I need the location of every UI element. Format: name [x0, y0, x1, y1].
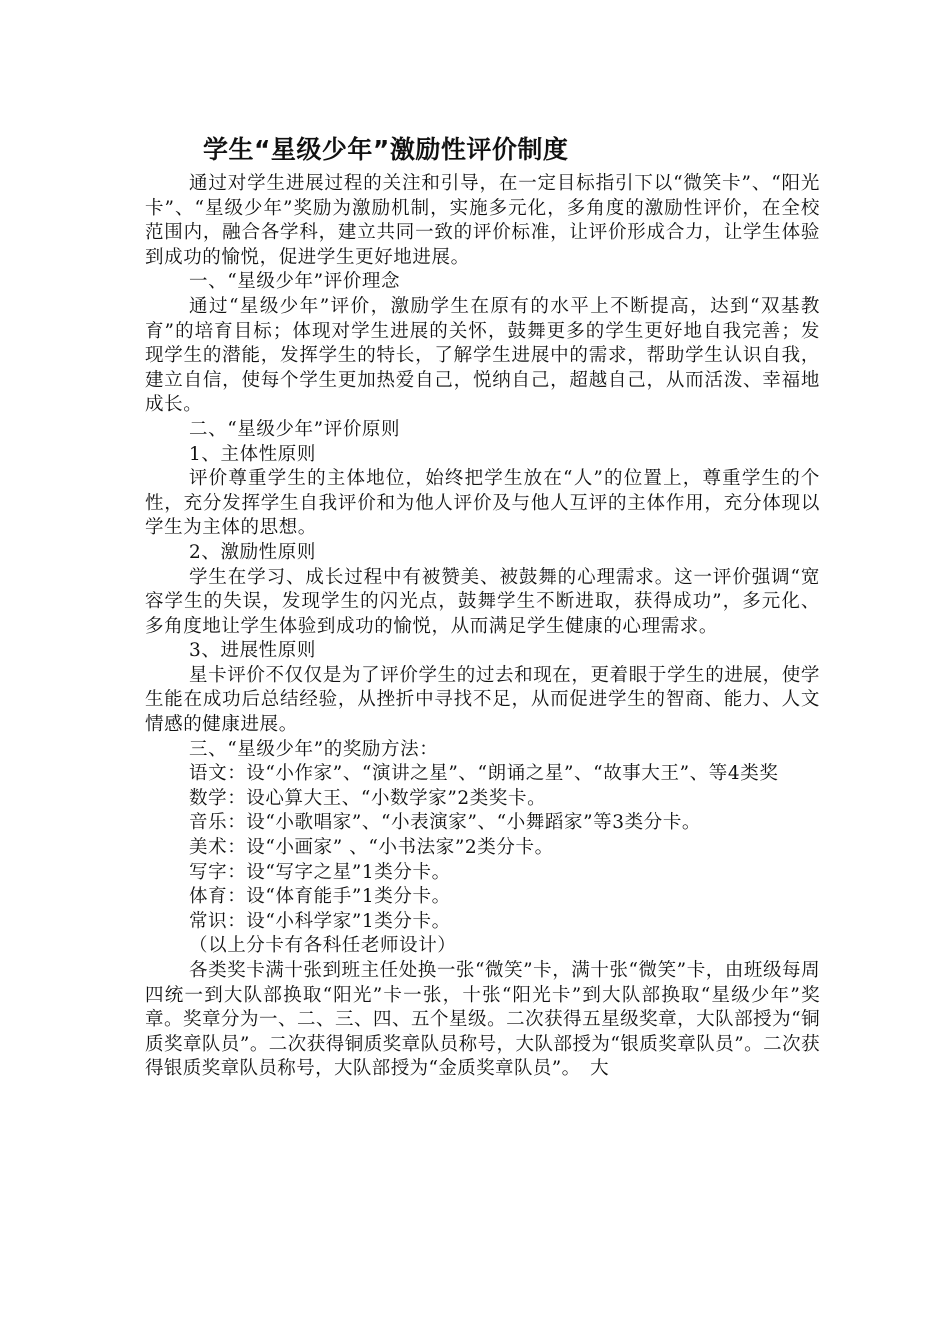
subheading-1: 1、主体性原则	[189, 443, 316, 465]
document-page	[145, 132, 820, 1082]
paragraph-incentive: 学生在学习、成长过程中有被赞美、被鼓舞的心理需求。这一评价强调“宽容学生的失误，发现学生的闪光点，鼓舞学生不断进取，获得成功”，多元化、多角度地让学生体验到成功的愉悦，从而满足学生健康的心理需求。	[145, 566, 820, 637]
section-heading-3: 三、“星级少年”的奖励方法：	[189, 738, 439, 760]
subheading-2: 2、激励性原则	[189, 541, 316, 563]
list-item-music: 音乐：设“小歌唱家”、“小表演家”、“小舞蹈家”等3类分卡。	[189, 812, 702, 834]
list-item-math: 数学：设心算大王、“小数学家”2类奖卡。	[189, 787, 547, 809]
list-item-writing: 写字：设“写字之星”1类分卡。	[189, 861, 451, 883]
paragraph-development: 星卡评价不仅仅是为了评价学生的过去和现在，更着眼于学生的进展，使学生能在成功后总结经验，从挫折中寻找不足，从而促进学生的智商、能力、人文情感的健康进展。	[145, 664, 820, 736]
section-heading-2: 二、“星级少年”评价原则	[189, 418, 401, 440]
list-item-chinese: 语文：设“小作家”、“演讲之星”、“朗诵之星”、“故事大王”、等4类奖	[189, 763, 779, 785]
subheading-3: 3、进展性原则	[189, 640, 316, 662]
document-title: 学生“星级少年”激励性评价制度	[203, 135, 569, 164]
paragraph-rewards: 各类奖卡满十张到班主任处换一张“微笑”卡，满十张“微笑”卡，由班级每周四统一到大队部换取“阳光”卡一张，十张“阳光卡”到大队部换取“星级少年”奖章。奖章分为一、二、三、四、五个星级。二次获得五星级奖章，大队部授为“铜质奖章队员”。二次获得铜质奖章队员称号，大队部授为“银质奖章队员”。二次获得银质奖章队员称号，大队部授为“金质奖章队员”。 大	[145, 960, 820, 1080]
paragraph-concept: 通过“星级少年”评价，激励学生在原有的水平上不断提高，达到“双基教育”的培育目标；体现对学生进展的关怀，鼓舞更多的学生更好地自我完善；发现学生的潜能，发挥学生的特长，了解学生进展中的需求，帮助学生认识自我，建立自信，使每个学生更加热爱自己，悦纳自己，超越自己，从而活泼、幸福地成长。	[145, 295, 820, 416]
section-heading-1: 一、“星级少年”评价理念	[189, 271, 401, 293]
list-item-art: 美术：设“小画家” 、“小书法家”2类分卡。	[189, 837, 554, 859]
list-item-science: 常识：设“小科学家”1类分卡。	[189, 910, 451, 932]
intro-paragraph: 通过对学生进展过程的关注和引导，在一定目标指引下以“微笑卡”、“阳光卡”、“星级少年”奖励为激励机制，实施多元化，多角度的激励性评价，在全校范围内，融合各学科，建立共同一致的评价标准，让评价形成合力，让学生体验到成功的愉悦，促进学生更好地进展。	[145, 173, 820, 268]
paragraph-subjectivity: 评价尊重学生的主体地位，始终把学生放在“人”的位置上，尊重学生的个性，充分发挥学生自我评价和为他人评价及与他人互评的主体作用，充分体现以学生为主体的思想。	[145, 468, 820, 539]
list-item-pe: 体育：设“体育能手”1类分卡。	[189, 886, 451, 908]
note-paragraph: （以上分卡有各科任老师设计）	[189, 935, 457, 957]
